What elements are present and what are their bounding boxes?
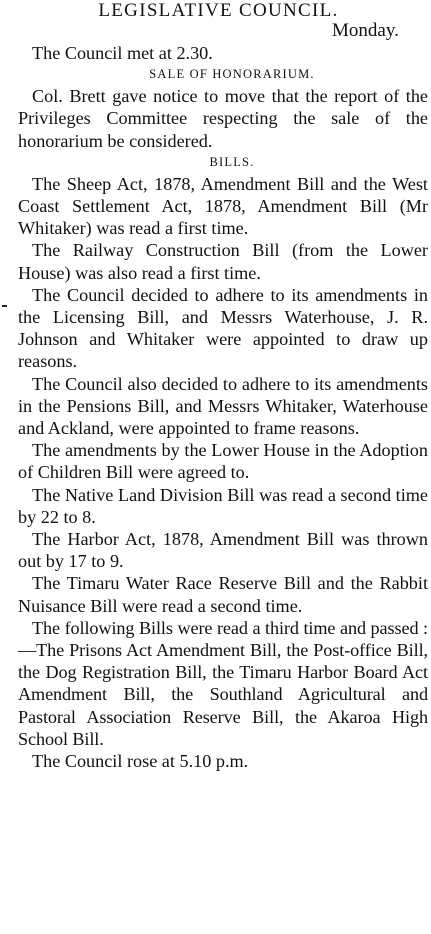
article-day: Monday. <box>332 20 399 41</box>
section-heading-bills: BILLS. <box>209 154 255 169</box>
section-heading-sale: SALE OF HONORARIUM. <box>149 67 315 82</box>
paragraph-native-land-bill: The Native Land Division Bill was read a second time by 22 to 8. <box>18 484 428 527</box>
paragraph-council-met: The Council met at 2.30. <box>32 43 213 63</box>
paragraph-adoption-bill: The amendments by the Lower House in the Adoption of Children Bill were agreed to. <box>18 440 428 483</box>
paragraph-council-rose: The Council rose at 5.10 p.m. <box>32 751 249 772</box>
paragraph-brett-notice: Col. Brett gave notice to move that the report of the Privileges Committee respecting the sale of the honorarium be considered. <box>18 86 428 151</box>
paragraph-harbor-act: The Harbor Act, 1878, Amendment Bill was thrown out by 17 to 9. <box>18 529 428 572</box>
paragraph-third-reading: The following Bills were read a third time and passed :—The Prisons Act Amendment Bill, the Post-office Bill, the Dog Registration Bill, the Timaru Harbor Board Act Amendment Bill, the Southland Agricultural and Pastoral Association Reserve Bill, the Akaroa High School Bill. <box>18 617 428 749</box>
paragraph-sheep-act: The Sheep Act, 1878, Amendment Bill and the West Coast Settlement Act, 1878, Amendment Bill (Mr Whitaker) was read a first time. <box>18 173 428 239</box>
article-title: LEGISLATIVE COUNCIL. <box>98 0 339 21</box>
paragraph-railway-bill: The Railway Construction Bill (from the Lower House) was also read a first time. <box>18 240 428 283</box>
article-body <box>18 42 428 772</box>
paragraph-timaru-water-race: The Timaru Water Race Reserve Bill and the Rabbit Nuisance Bill were read a second time. <box>18 573 428 616</box>
margin-mark <box>2 305 7 307</box>
paragraph-pensions-bill: The Council also decided to adhere to its amendments in the Pensions Bill, and Messrs Whitaker, Waterhouse and Ackland, were appointed to frame reasons. <box>18 373 428 439</box>
paragraph-licensing-bill: The Council decided to adhere to its amendments in the Licensing Bill, and Messrs Waterhouse, J. R. Johnson and Whitaker were appointed to draw up reasons. <box>18 284 428 372</box>
